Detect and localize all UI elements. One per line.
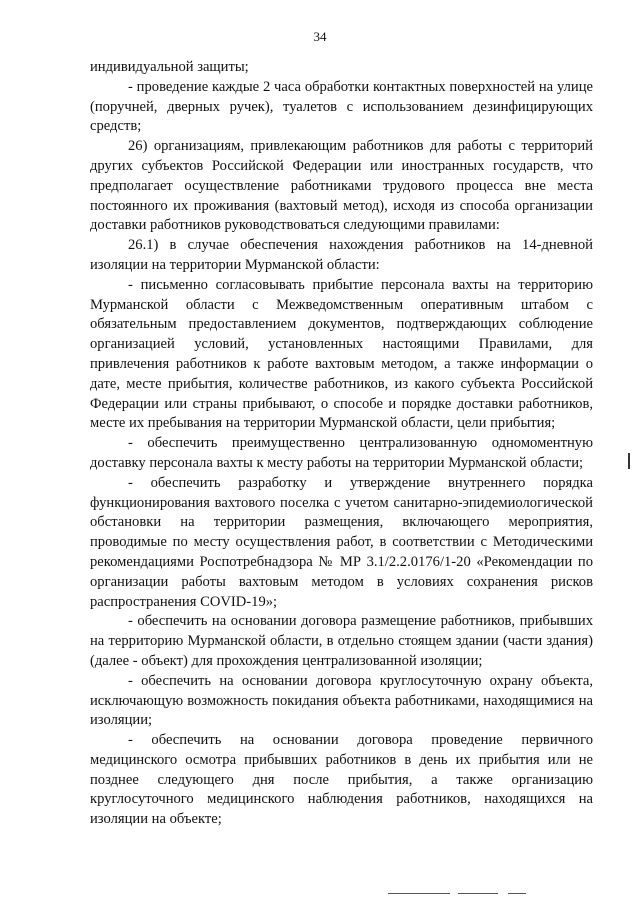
paragraph-agree-arrival: - письменно согласовывать прибытие персонала вахты на территорию Мурманской области с Межведомственным оперативным штабом с обязательным предоставлением документов, подтверждающих соблюдение организацией условий, установленных настоящими Правилами, для привлечения работников к работе вахтовым методом, а также информации о дате, месте прибытия, количестве работников, из какого субъекта Российской Федерации или страны прибывают, о способе и порядке доставки работников, месте их пребывания на территории Мурманской области, цели прибытия; <box>90 276 593 432</box>
body-text <box>90 58 593 830</box>
paragraph-centralized-delivery: - обеспечить преимущественно централизованную одномоментную доставку персонала вахты к месту работы на территории Мурманской области; <box>90 435 593 471</box>
paragraph-item-26: 26) организациям, привлекающим работников для работы с территорий других субъектов Российской Федерации или иностранных государств, что предполагает осуществление работниками трудового процесса вне места постоянного их проживания (вахтовый метод), исходя из способа организации доставки работников руководствоваться следующими правилами: <box>90 138 593 234</box>
paragraph-item-26-1: 26.1) в случае обеспечения нахождения работников на 14-дневной изоляции на территории Мурманской области: <box>90 237 593 273</box>
page-number: 34 <box>313 29 327 44</box>
paragraph-accommodation: - обеспечить на основании договора размещение работников, прибывших на территорию Мурманской области, в отдельно стоящем здании (части здания) (далее - объект) для прохождения централизованной изоляции; <box>90 613 593 669</box>
scan-footer-marks <box>0 891 640 905</box>
paragraph-medical-exam: - обеспечить на основании договора проведение первичного медицинского осмотра прибывших работников в день их прибытия или не позднее следующего дня после прибытия, а также организацию круглосуточного медицинского наблюдения работников, находящихся на изоляции на объекте; <box>90 732 593 828</box>
paragraph-disinfection: - проведение каждые 2 часа обработки контактных поверхностей на улице (поручней, дверных ручек), туалетов с использованием дезинфицирующих средств; <box>90 78 593 135</box>
paragraph-internal-procedure: - обеспечить разработку и утверждение внутреннего порядка функционирования вахтового поселка с учетом санитарно-эпидемиологической обстановки на территории размещения, включающего мероприятия, проводимые по месту осуществления работ, в соответствии с Методическими рекомендациями Роспотребнадзора № МР 3.1/2.2.0176/1-20 «Рекомендации по организации работы вахтовым методом в условиях сохранения рисков распространения COVID-19»; <box>90 474 593 610</box>
scan-margin-mark <box>628 453 630 469</box>
paragraph-security: - обеспечить на основании договора круглосуточную охрану объекта, исключающую возможность покидания объекта работниками, находящимися на изоляции; <box>90 672 593 729</box>
paragraph-continuation: индивидуальной защиты; <box>90 59 249 75</box>
